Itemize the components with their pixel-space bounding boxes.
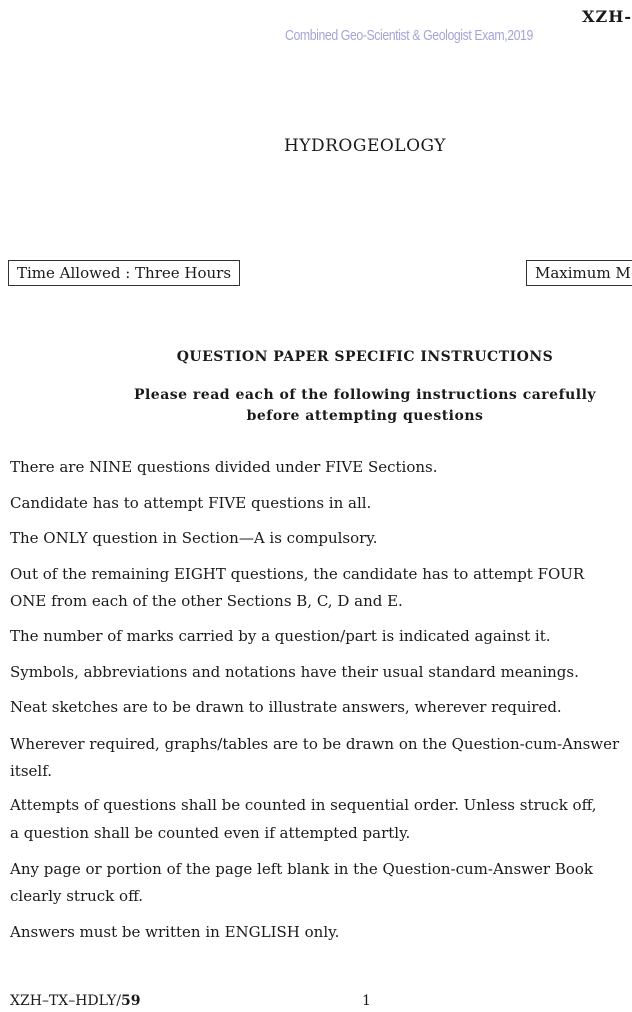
instruction-line: There are NINE questions divided under FIVE Sections. — [10, 458, 438, 476]
instruction-line: Answers must be written in ENGLISH only. — [10, 923, 340, 941]
instruction-line: a question shall be counted even if attempted partly. — [10, 824, 411, 842]
instruction-line: Neat sketches are to be drawn to illustrate answers, wherever required. — [10, 698, 562, 716]
instruction-line: Wherever required, graphs/tables are to be drawn on the Question-cum-Answer — [10, 735, 620, 753]
instruction-line: Out of the remaining EIGHT questions, the candidate has to attempt FOUR — [10, 565, 585, 583]
instruction-line: Symbols, abbreviations and notations have their usual standard meanings. — [10, 663, 579, 681]
footer-code-number: 59 — [121, 993, 141, 1009]
page-number: 1 — [362, 993, 371, 1009]
time-allowed-box: Time Allowed : Three Hours — [8, 260, 240, 286]
maximum-marks-box: Maximum M — [526, 260, 632, 286]
footer-code-prefix: XZH–TX–HDLY/ — [10, 993, 122, 1009]
footer-paper-code — [10, 993, 141, 1009]
instruction-line: Attempts of questions shall be counted in sequential order. Unless struck off, — [10, 796, 597, 814]
subject-title: HYDROGEOLOGY — [283, 136, 447, 156]
instruction-line: itself. — [10, 762, 52, 780]
instruction-line: The ONLY question in Section—A is compulsory. — [10, 529, 378, 547]
instruction-line: Any page or portion of the page left blank in the Question-cum-Answer Book — [10, 860, 593, 878]
instructions-subtitle-line-2: before attempting questions — [246, 408, 484, 424]
instruction-line: clearly struck off. — [10, 887, 143, 905]
instruction-line: ONE from each of the other Sections B, C, D and E. — [10, 592, 403, 610]
instructions-subtitle-line-1: Please read each of the following instructions carefully — [133, 387, 597, 403]
instructions-title: QUESTION PAPER SPECIFIC INSTRUCTIONS — [176, 349, 554, 365]
exam-watermark: Combined Geo-Scientist & Geologist Exam,2019 — [285, 27, 533, 44]
instruction-line: Candidate has to attempt FIVE questions in all. — [10, 494, 372, 512]
instruction-line: The number of marks carried by a question/part is indicated against it. — [10, 627, 551, 645]
paper-code: XZH- — [582, 7, 632, 26]
